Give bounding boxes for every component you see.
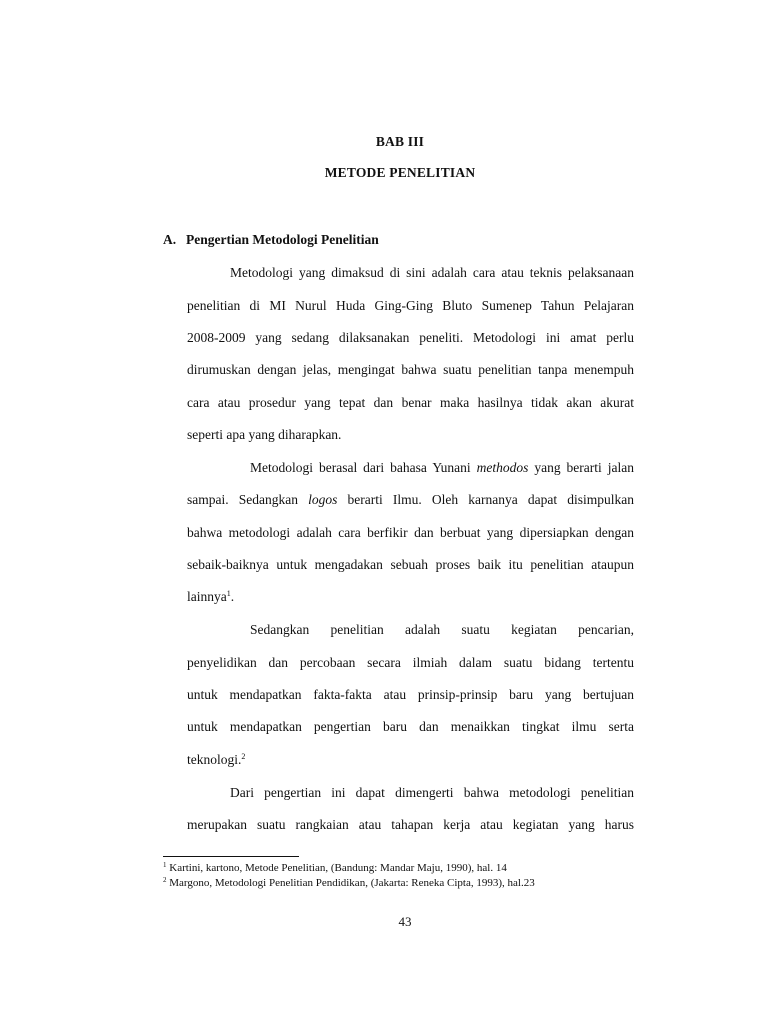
footnote-number: 2: [163, 876, 167, 884]
chapter-title: BAB III: [375, 134, 425, 149]
text-run: berarti Ilmu. Oleh karnanya dapat disimpulkan: [337, 492, 634, 507]
paragraph-line: 2008-2009 yang sedang dilaksanakan peneliti. Metodologi ini amat perlu: [187, 330, 634, 345]
paragraph-line: [187, 589, 634, 605]
paragraph-line: [187, 492, 634, 508]
paragraph-line: sebaik-baiknya untuk mengadakan sebuah proses baik itu penelitian ataupun: [187, 557, 634, 572]
paragraph-line: Dari pengertian ini dapat dimengerti bahwa metodologi penelitian: [230, 785, 634, 800]
footnote-text: Kartini, kartono, Metode Penelitian, (Bandung: Mandar Maju, 1990), hal. 14: [166, 862, 507, 874]
text-run: lainnya: [187, 589, 227, 604]
paragraph-line: Sedangkan penelitian adalah suatu kegiatan pencarian,: [250, 622, 634, 637]
text-run: teknologi.: [187, 752, 242, 767]
section-letter: A.: [163, 232, 177, 247]
paragraph-line: [250, 460, 634, 476]
footnote: [163, 862, 507, 875]
section-heading-text: Pengertian Metodologi Penelitian: [186, 232, 379, 247]
text-run: sampai. Sedangkan: [187, 492, 309, 507]
paragraph-line: cara atau prosedur yang tepat dan benar maka hasilnya tidak akan akurat: [187, 395, 634, 410]
paragraph-line: dirumuskan dengan jelas, mengingat bahwa suatu penelitian tanpa menempuh: [187, 362, 634, 377]
footnote: [163, 877, 535, 890]
italic-term: logos: [308, 492, 338, 507]
paragraph-line: penelitian di MI Nurul Huda Ging-Ging Bluto Sumenep Tahun Pelajaran: [187, 298, 634, 313]
paragraph-line: penyelidikan dan percobaan secara ilmiah dalam suatu bidang tertentu: [187, 655, 634, 670]
footnote-ref: 2: [241, 752, 246, 761]
paragraph-line: seperti apa yang diharapkan.: [187, 427, 342, 442]
footnote-text: Margono, Metodologi Penelitian Pendidikan, (Jakarta: Reneka Cipta, 1993), hal.23: [166, 877, 535, 889]
section-heading: [163, 232, 379, 248]
footnote-ref: 1: [226, 589, 231, 598]
footnote-number: 1: [163, 861, 167, 869]
text-run: Metodologi berasal dari bahasa Yunani: [250, 460, 477, 475]
paragraph-line: Metodologi yang dimaksud di sini adalah cara atau teknis pelaksanaan: [230, 265, 634, 280]
paragraph-line: bahwa metodologi adalah cara berfikir dan berbuat yang dipersiapkan dengan: [187, 525, 634, 540]
italic-term: methodos: [476, 460, 529, 475]
chapter-subtitle: METODE PENELITIAN: [324, 165, 476, 180]
text-run: .: [230, 589, 235, 604]
paragraph-line: merupakan suatu rangkaian atau tahapan kerja atau kegiatan yang harus: [187, 817, 634, 832]
paragraph-line: untuk mendapatkan pengertian baru dan menaikkan tingkat ilmu serta: [187, 719, 634, 734]
page-number: 43: [398, 914, 412, 929]
paragraph-line: [187, 752, 634, 768]
text-run: yang berarti jalan: [528, 460, 634, 475]
footnote-separator: [163, 856, 299, 857]
paragraph-line: untuk mendapatkan fakta-fakta atau prinsip-prinsip baru yang bertujuan: [187, 687, 634, 702]
